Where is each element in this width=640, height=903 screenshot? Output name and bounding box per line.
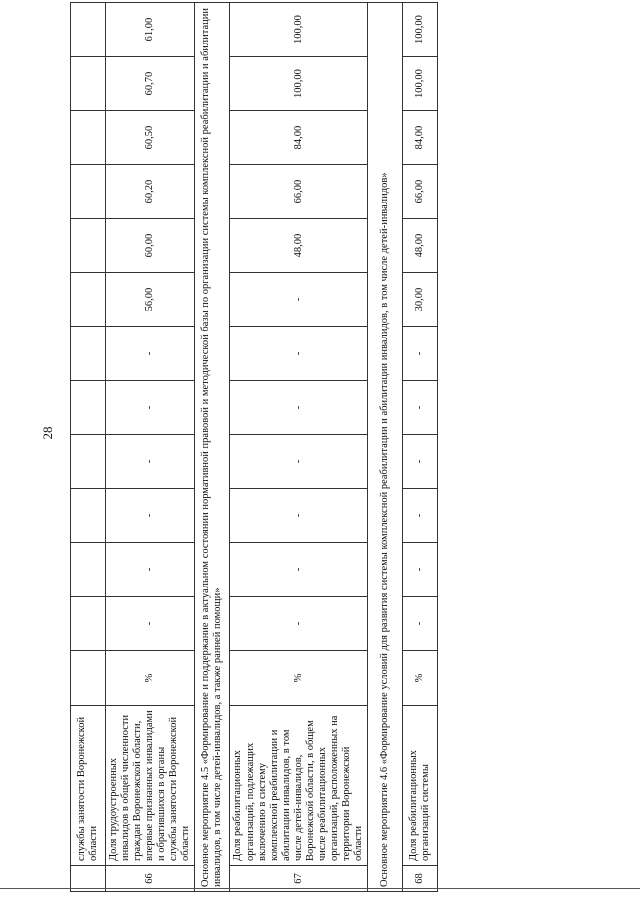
value-cell: 56,00	[106, 273, 195, 327]
table-row-continued	[71, 3, 106, 892]
value-cell: -	[106, 597, 195, 651]
indicator-name: Доля трудоустроенных инвалидов в общей численности граждан Воронежской области, впервые признанных инвалидами и обратившихся в органы службы занятости Воронежской области	[106, 706, 195, 866]
table-row-67	[230, 3, 368, 892]
value-cell	[71, 219, 106, 273]
indicator-name: службы занятости Воронежской области	[71, 706, 106, 866]
indicator-name: Доля реабилитационных организаций, подлежащих включению в систему комплексной реабилитации и абилитации инвалидов, в том числе детей-инвалидов, Воронежской области, в общем числе реабилитационных организаций, расположенных на территории Воронежской области	[230, 706, 368, 866]
value-cell	[71, 3, 106, 57]
value-cell: 100,00	[403, 57, 438, 111]
value-cell: -	[403, 597, 438, 651]
value-cell: 48,00	[230, 219, 368, 273]
value-cell: 61,00	[106, 3, 195, 57]
indicators-table	[70, 2, 438, 892]
value-cell: 60,70	[106, 57, 195, 111]
value-cell: 100,00	[230, 57, 368, 111]
value-cell: 84,00	[403, 111, 438, 165]
unit-cell	[71, 651, 106, 706]
value-cell	[71, 165, 106, 219]
value-cell: -	[403, 435, 438, 489]
value-cell	[71, 327, 106, 381]
value-cell	[71, 381, 106, 435]
value-cell: -	[106, 381, 195, 435]
value-cell	[71, 543, 106, 597]
page-bottom-rule	[0, 888, 640, 889]
unit-cell: %	[106, 651, 195, 706]
value-cell	[71, 435, 106, 489]
value-cell: 100,00	[403, 3, 438, 57]
value-cell: -	[106, 543, 195, 597]
value-cell	[71, 273, 106, 327]
row-number: 66	[106, 866, 195, 892]
value-cell: -	[230, 273, 368, 327]
indicator-name: Доля реабилитационных организаций системы	[403, 706, 438, 866]
value-cell: 84,00	[230, 111, 368, 165]
value-cell: -	[230, 435, 368, 489]
section-heading: Основное мероприятие 4.5 «Формирование и поддержание в актуальном состоянии нормативной правовой и методической базы по организации системы комплексной реабилитации и абилитации инвалидов, в том числе детей-инвалидов, а также ранней помощи»	[195, 3, 230, 892]
value-cell: -	[230, 489, 368, 543]
row-number: 67	[230, 866, 368, 892]
section-heading: Основное мероприятие 4.6 «Формирование условий для развития системы комплексной реабилитации и абилитации инвалидов, в том числе детей-инвалидов»	[368, 3, 403, 892]
section-row-4-5	[195, 3, 230, 892]
value-cell: -	[230, 381, 368, 435]
value-cell: -	[403, 489, 438, 543]
page-number: 28	[40, 426, 55, 440]
value-cell: -	[403, 327, 438, 381]
value-cell: -	[230, 597, 368, 651]
table-row-68	[403, 3, 438, 892]
value-cell: -	[230, 327, 368, 381]
value-cell: -	[230, 543, 368, 597]
value-cell: 60,00	[106, 219, 195, 273]
value-cell: 48,00	[403, 219, 438, 273]
value-cell: -	[403, 381, 438, 435]
value-cell: 60,50	[106, 111, 195, 165]
value-cell: -	[403, 543, 438, 597]
value-cell: 66,00	[230, 165, 368, 219]
value-cell: -	[106, 435, 195, 489]
value-cell	[71, 597, 106, 651]
value-cell: 66,00	[403, 165, 438, 219]
value-cell: -	[106, 327, 195, 381]
section-row-4-6	[368, 3, 403, 892]
unit-cell: %	[230, 651, 368, 706]
unit-cell: %	[403, 651, 438, 706]
value-cell	[71, 111, 106, 165]
value-cell: 60,20	[106, 165, 195, 219]
value-cell: 100,00	[230, 3, 368, 57]
value-cell: -	[106, 489, 195, 543]
value-cell	[71, 489, 106, 543]
row-number: 68	[403, 866, 438, 892]
value-cell: 30,00	[403, 273, 438, 327]
table-row-66	[106, 3, 195, 892]
value-cell	[71, 57, 106, 111]
